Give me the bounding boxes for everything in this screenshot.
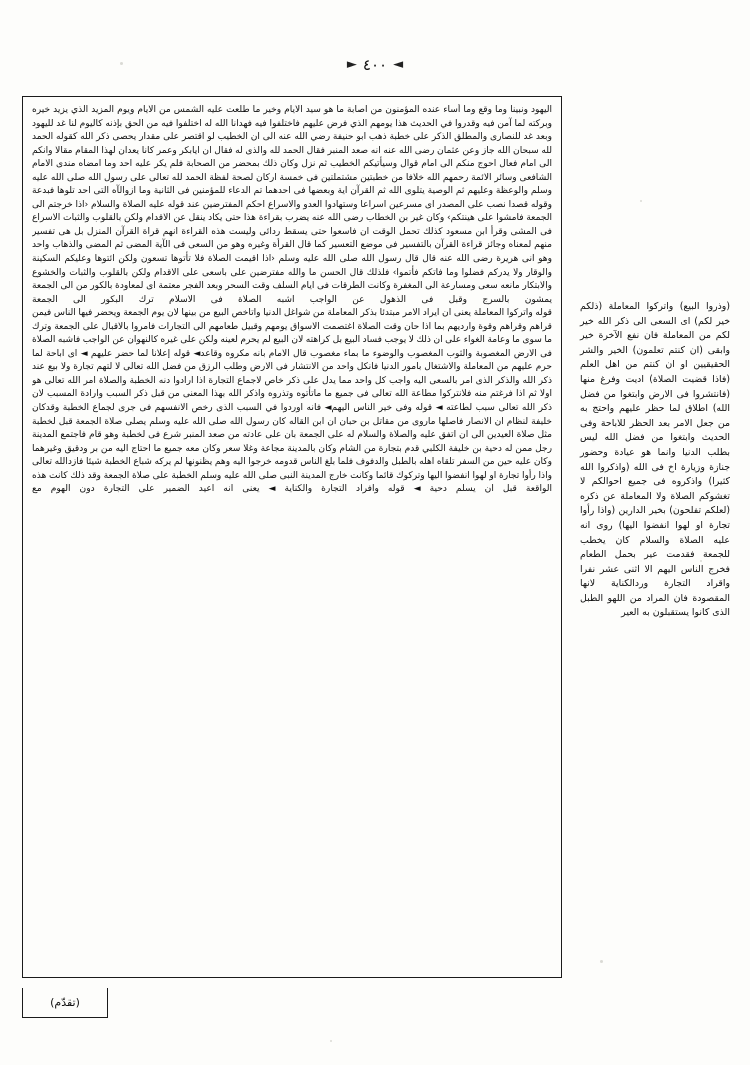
main-paragraph-2: قوله واتركوا المعاملة يعنى ان ايراد الامر مبتدئا بذكر المعاملة من شواغل الدنيا واتاخص البيع من بينها لان يوم الجمعة ويحضر فيها الناس فيمن قراهم وقراهم وقوة وارديهم بما اذا حان وقت الصلاة اغتصمت الاسواق يومهم وقبيل طعامهم الى التجارات فامروا بالاقبال على الجمعة وترك ما سوى ما وعامة الغواء على ان ذلك لا يوجب فساد البيع بل كراهته لان البيع لم يحرم لعينه ولكن على غيره كالنهوان عن الواجب فاشبه الصلاة فى الارض المغصوبة والثوب المغصوب والوضوء ما بماء مغصوب قال الامام بانه مكروه وقاعد◄ قوله إعلانا لما حضر عليهم ◄ اى اباحة لما حرم عليهم من المعاملة والاشتغال بامور الدنيا فانكل واحد من الانتشار فى الارض وطلب الرزق من فضل الله تعالى لا لتهم تجارة ولا بيع عند ذكر الله والذكر الذى امر بالسعى اليه واجب كل واحد مما يدل على ذكر خاص لاجماع التجارة اذا ارادوا دنه الخطبة والصلاة امر الله تعالى هو اولا ثم اذا فرغتم منه فلانتركوا مطاعة الله تعالى فى جميع ما ماتأتوه وتذروه واذكر الله بهذا المعنى من قبل ذكر السبب وارادة المسبب لان ذكر الله تعالى سبب لطاعته ◄ قوله وفى خير الناس اليهم◄ فانه اوردوا في السبب الذى رخص الانفسهم فى جرى لجماع الخطبة وقدكان خليفة لنظام ان الانصار فاصلها ماروى من مقاتل بن حبان ان ابن القاله كان رسول الله صلى الله عليه وسلم يصلى صلاة الجمعة قبل لخطبة مثل صلاة العيدين الى ان اتفق عليه والصلاة والسلام له على الجمعة بان على عادته من صعد المنبر شرع فى لخطبة وهو قام فاجتمع المدينة رجل ممن له دحية بن خليفة الكلبي قدم بتجارة من الشام وكان بالمدينة مجاعة وغلا سعر وكان معه جميع ما احتاج اليه من بر ودقيق وغيرهما وكان عليه حين من السفر تلقاه اهله بالطبل والدفوف فلما بلغ الناس قدومه خرجوا اليه وهم يظنونها لم يركه شباع الخطبة شيئا فازدالله تعالى واذا رأوا تجارة او لهوا انفضوا اليها وتركوك قائما وكانت خارج المدينة النبى صلى الله عليه وسلم الخطبة على صلاة الجمعة وقد ذلك كانت هذه الواقعة قبل ان يسلم دحية ◄ قوله وافراد التجارة والكناية ◄ يعنى انه اعيد الضمير على التجارة دون الهوم مع xyxy=(32,308,552,495)
main-paragraph-1: اليهود ونبينا وما وقع وما أساء عنده المؤمنون من اصابة ما هو سيد الايام وخير ما طلعت عليه الشمس من الايام ويوم المزيد الذي يزيد خيره وبركته لما آمن فيه وقدروا في الحديث هذا يومهم الذي فرض عليهم فاختلفوا فيه فهدانا الله له اختلفوا فيه من الحق بإذنه كاليوم لنا غد لليهود وبعد غد للنصارى والمطلق الذكر على خطبة ذهب ابو حنيفة رضي الله عنه الى ان الخطيب لو اقتصر على مقدار يحصى ذكر الله كقوله الحمد لله سبحان الله جاز وعن عثمان رضى الله عنه انه صعد المنبر فقال الحمد لله والذى له فقال ان ايابكر وعمر كانا يعدان لهذا المقام مقالا وانكم الى امام فعال احوج منكم الى امام قوال وسيأتيكم الخطيب ثم نزل وكان ذلك بمحضر من الصحابة فلم يكر عليه احد وما امضاه مندى الامام الشافعى وسائر الائمة رحمهم الله خلافا من خطبتين مشتملتين فى خمسة اركان لصحة لفظة الحمد لله تعالى على رسول الله صلى الله عليه وسلم والوعظة وعليهم ثم الوصية يتلوى الله ثم القرآن اية وبعضها فى احدهما تم الدعاء للمؤمنين فى الثانية وما ازوالآه التى احد تلوها فبدعة وقوله قصدا نصب على المصدر اى مسرعين اسراعا وستهادوا العدو والاسراع احكم المفترضين عند قوله عليه الصلاة والسلام ‹اذا خرجتم الى الجمعة فامشوا على هينتكم› وكان غير بن الخطاب رضى الله عنه يضرب بقراءة هذا حتى يكاد ينقل عن الاقدام ولكن بالقلوب والثبات الاسراع فى المشى وقرأ ابن مسعود كذلك تحمل الوقت ان فاسعوا حتى يسقط ردائى وليست هذه القراءة انهم قراة القرآن المنزل بل هى تفسير منهم لمعناه وجائز قراءة القرآن بالتفسير فى موضع التعسير كما قال القرأة وغيره وهو من السعى فى الآية المضى ثم المضى والذهاب واحد وهو انى هريرة رضى الله عنه قال قال رسول الله صلى الله عليه وسلم ‹اذا اقيمت الصلاة فلا تأتوها تسعون ولكن ائتوها وعليكم السكينة والوقار ولا يدركم فضلوا وما فاتكم فأتموا› فلذلك قال الحسن ما والله مفترضين على باسعى على الاقدام ولكن بالقلوب والثبات والخشوع والابتكار مانعه سعى ومسارعة الى المغفرة وكانت الطرقات فى ايام السلف وقت السحر وبعد الفجر معتمة اى لمعاودة بالكور من الى الجمعة يمشون بالسرج وقبل فى الذهول عن الواجب اشبه الصلاة فى الاسلام ترك البكور الى الجمعة xyxy=(32,105,552,305)
page-number: ٤٠٠ xyxy=(362,56,388,74)
main-text-body xyxy=(32,104,552,970)
margin-commentary xyxy=(580,300,730,621)
margin-paragraph-1: (وذروا البيع) واتركوا المعاملة (ذلكم خير لكم) اى السعى الى ذكر الله خير لكم من المعاملة فان نفع الآخرة خير وابقى (ان كنتم تعلمون) الخير والشر الحقيقيين او ان كنتم من اهل العلم (فاذا قضيت الصلاة) اديت وفرغ منها (فانتشروا فى الارض وابتغوا من فضل الله) اطلاق لما حظر عليهم واحتج به من جعل الامر بعد الحظر للاباحة وفى الحديث وابتغوا من فضل الله ليس بطلب الدنيا وانما هو عيادة وحضور جنازة وزيارة اخ فى الله (واذكروا الله كثيرا) واذكروه فى جميع احوالكم لا تغشوكم الصلاة ولا المعاملة عن ذكره (لعلكم تفلحون) بخير الدارين (واذا رأوا تجارة او لهوا انفضوا اليها) روى انه عليه الصلاة والسلام كان يخطب للجمعة فقدمت عير بحمل الطعام فخرج الناس اليهم الا اثنى عشر نفرا واقراد التجارة وردالكناية لانها المقصودة فان المراد من اللهو الطبل الذى كانوا يستقبلون به العير xyxy=(580,301,730,619)
catchword-text: (تقدّم) xyxy=(50,996,80,1009)
page-speck xyxy=(600,960,603,963)
ornament-left-icon: ◄ xyxy=(393,57,404,72)
page-speck xyxy=(330,1040,332,1042)
catchword-box xyxy=(22,988,108,1018)
main-text-frame xyxy=(22,96,562,978)
page-speck xyxy=(640,200,642,202)
page-header xyxy=(0,56,750,74)
ornament-right-icon: ► xyxy=(346,57,357,72)
